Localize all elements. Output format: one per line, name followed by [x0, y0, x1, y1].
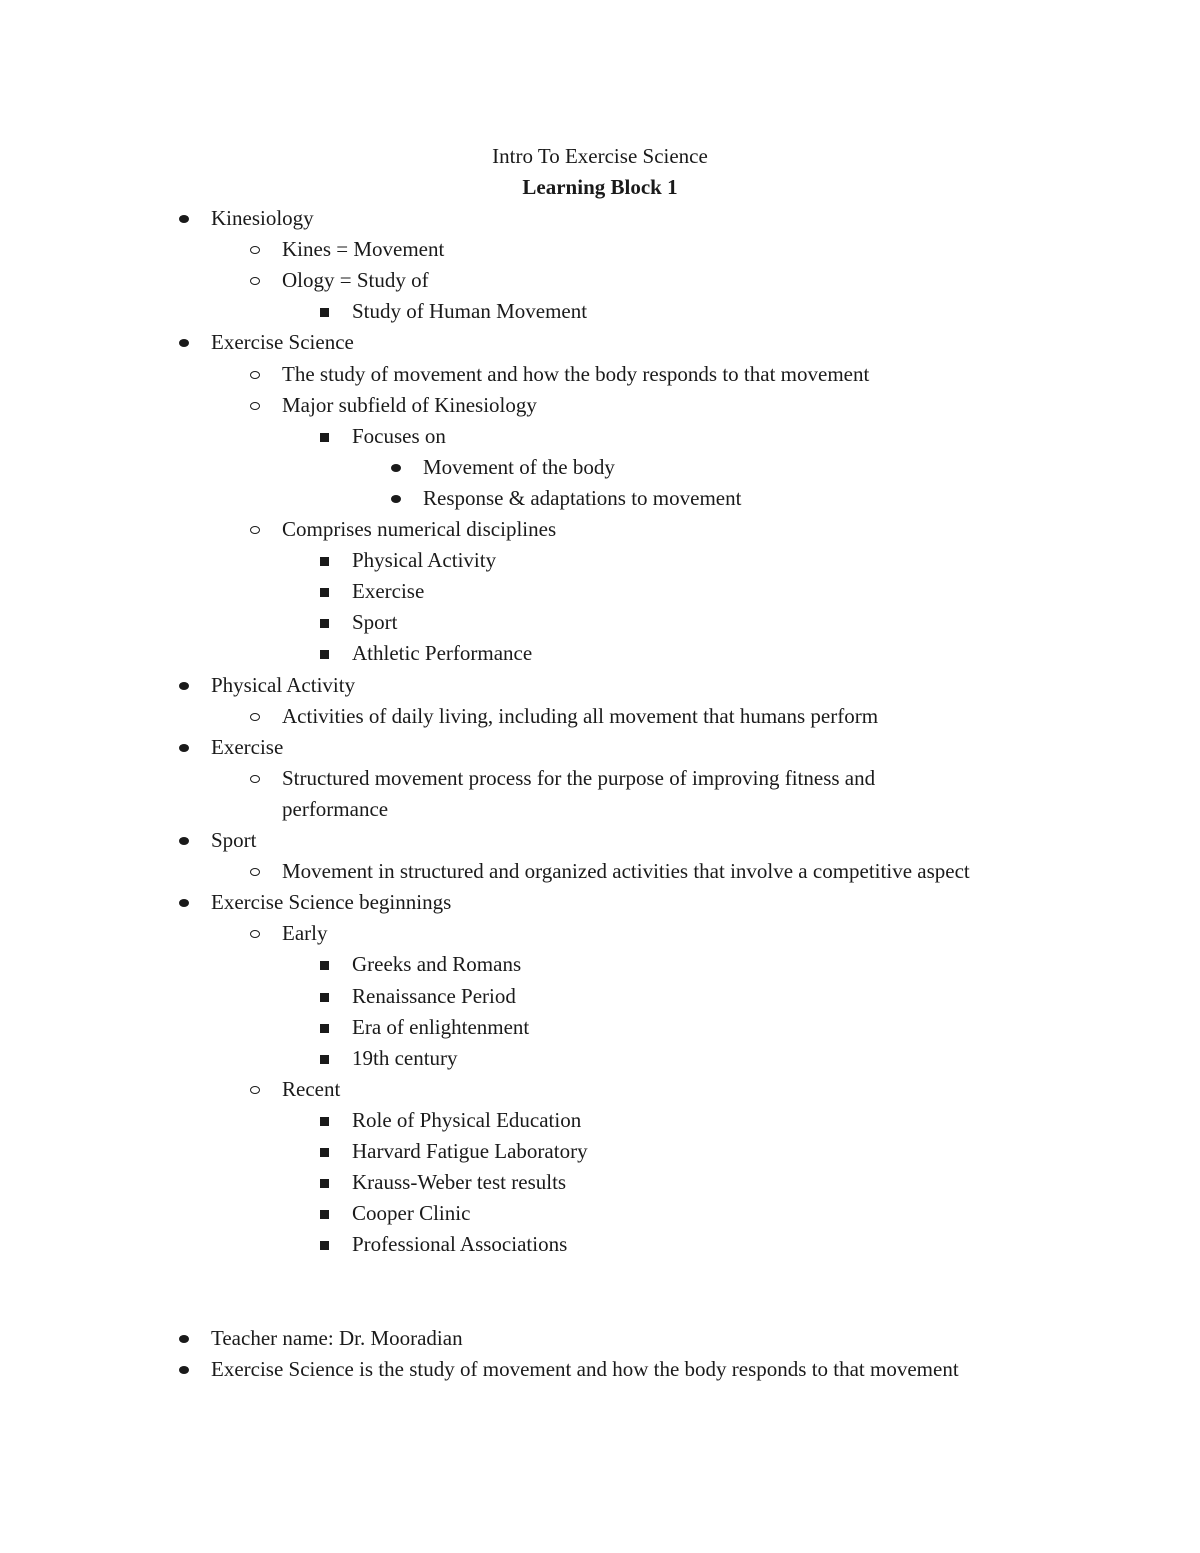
list-item-text: Kinesiology	[211, 206, 314, 230]
list-item-text: Response & adaptations to movement	[423, 485, 742, 510]
circle-bullet-icon	[250, 277, 260, 285]
list-item-text: Era of enlightenment	[352, 1014, 530, 1039]
list-item-text: Exercise	[211, 734, 284, 759]
square-bullet-icon	[320, 1148, 329, 1157]
list-item-text: Comprises numerical disciplines	[282, 517, 557, 541]
square-bullet-icon	[320, 1055, 329, 1064]
disc-bullet-icon	[179, 899, 189, 907]
document-subtitle: Learning Block 1	[522, 175, 678, 199]
list-item-text: Athletic Performance	[352, 641, 533, 666]
square-bullet-icon	[320, 961, 329, 970]
list-item-text: Focuses on	[352, 423, 446, 448]
list-item-text: 19th century	[352, 1045, 458, 1070]
list-item-text: Exercise Science beginnings	[211, 890, 452, 915]
list-item-text: Exercise	[352, 579, 425, 604]
circle-bullet-icon	[250, 1086, 260, 1094]
disc-bullet-icon	[179, 837, 189, 845]
list-item-text: Cooper Clinic	[352, 1201, 471, 1226]
circle-bullet-icon	[250, 930, 260, 938]
list-item-text: Early	[282, 921, 328, 946]
disc-bullet-icon	[391, 495, 401, 503]
list-item-text: Harvard Fatigue Laboratory	[352, 1139, 588, 1163]
list-item-text: Professional Associations	[352, 1232, 568, 1257]
list-item-text: Role of Physical Education	[352, 1107, 582, 1132]
list-item-text: Physical Activity	[352, 548, 497, 573]
list-item-text: Activities of daily living, including all movement that humans perform	[282, 703, 879, 728]
list-item-text: Kines = Movement	[282, 237, 445, 262]
list-item-text: Exercise Science	[211, 330, 354, 355]
circle-bullet-icon	[250, 246, 260, 254]
list-item-text: Structured movement process for the purpose of improving fitness and performance	[282, 765, 876, 821]
circle-bullet-icon	[250, 775, 260, 783]
square-bullet-icon	[320, 1241, 329, 1250]
list-item-text: Exercise Science is the study of movement and how the body responds to that movement	[211, 1356, 959, 1381]
list-item-text: Physical Activity	[211, 672, 356, 697]
square-bullet-icon	[320, 557, 329, 566]
list-item-text: Movement of the body	[423, 454, 615, 479]
disc-bullet-icon	[179, 339, 189, 347]
circle-bullet-icon	[250, 713, 260, 721]
list-item-text: Teacher name: Dr. Mooradian	[211, 1325, 463, 1350]
list-item-text: Study of Human Movement	[352, 299, 588, 324]
list-item-text: Krauss-Weber test results	[352, 1170, 567, 1195]
disc-bullet-icon	[179, 1366, 189, 1374]
disc-bullet-icon	[179, 215, 189, 223]
square-bullet-icon	[320, 588, 329, 597]
list-item-text: The study of movement and how the body responds to that movement	[282, 361, 870, 386]
circle-bullet-icon	[250, 371, 260, 379]
list-item-text: Renaissance Period	[352, 983, 516, 1008]
square-bullet-icon	[320, 1117, 329, 1126]
list-item-text: Major subfield of Kinesiology	[282, 392, 537, 417]
circle-bullet-icon	[250, 526, 260, 534]
circle-bullet-icon	[250, 402, 260, 410]
document-title: Intro To Exercise Science	[492, 144, 708, 168]
list-item-text: Ology = Study of	[282, 268, 429, 293]
square-bullet-icon	[320, 619, 329, 628]
square-bullet-icon	[320, 650, 329, 659]
disc-bullet-icon	[179, 1335, 189, 1343]
square-bullet-icon	[320, 1210, 329, 1219]
disc-bullet-icon	[179, 744, 189, 752]
disc-bullet-icon	[179, 682, 189, 690]
list-item-text: Greeks and Romans	[352, 952, 522, 977]
square-bullet-icon	[320, 308, 329, 317]
square-bullet-icon	[320, 993, 329, 1002]
list-item-text: Sport	[211, 828, 257, 852]
list-item-text: Movement in structured and organized activities that involve a competitive aspect	[282, 859, 970, 884]
list-item-text: Sport	[352, 610, 398, 635]
square-bullet-icon	[320, 1024, 329, 1033]
list-item-text: Recent	[282, 1076, 341, 1101]
circle-bullet-icon	[250, 868, 260, 876]
square-bullet-icon	[320, 1179, 329, 1188]
square-bullet-icon	[320, 433, 329, 442]
disc-bullet-icon	[391, 464, 401, 472]
